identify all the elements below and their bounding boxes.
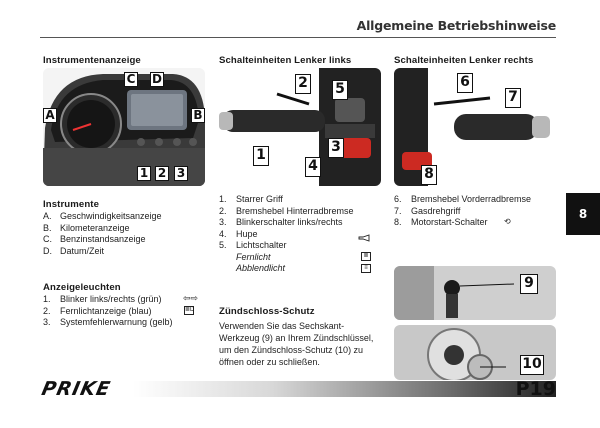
chapter-tab: 8 <box>566 193 600 235</box>
callout-2-left: 2 <box>295 74 311 94</box>
list-item: 3. Systemfehlerwarnung (gelb) <box>43 317 173 327</box>
callout-1: 1 <box>137 166 151 181</box>
list-item: 7. Gasdrehgriff <box>394 205 461 216</box>
callout-7-right: 7 <box>505 88 521 108</box>
list-item: B. Kilometeranzeige <box>43 222 130 233</box>
low-beam-switch-icon: ≡ <box>361 264 371 273</box>
zuendschloss-title: Zündschloss-Schutz <box>219 306 315 317</box>
callout-5-left: 5 <box>332 80 348 100</box>
callout-a: A <box>43 108 57 123</box>
section-title-instrument: Instrumentenanzeige <box>43 55 141 66</box>
engine-start-icon: ⟲ <box>504 217 511 226</box>
sub-item-abblendlicht: Abblendlicht <box>236 263 286 273</box>
list-item: 8. Motorstart-Schalter <box>394 217 488 227</box>
header-divider <box>40 37 556 38</box>
page-number: P19 <box>515 378 556 400</box>
high-beam-switch-icon: ≣ <box>361 252 371 261</box>
instrumente-list <box>43 211 162 257</box>
list-item: 2. Bremshebel Hinterradbremse <box>219 205 354 216</box>
list-item: 1. Blinker links/rechts (grün) <box>43 294 162 304</box>
footer-gradient-bar <box>40 381 556 397</box>
list-item: 4. Hupe <box>219 228 258 239</box>
callout-3: 3 <box>174 166 188 181</box>
list-item: A. Geschwindigkeitsanzeige <box>43 211 162 221</box>
list-item: 1. Starrer Griff <box>219 194 283 204</box>
instrumente-title: Instrumente <box>43 199 100 210</box>
sub-item-fernlicht: Fernlicht <box>236 251 271 262</box>
callout-2: 2 <box>155 166 169 181</box>
callout-3-left: 3 <box>328 138 344 158</box>
list-item: 3. Blinkerschalter links/rechts <box>219 217 343 227</box>
brand-logo: PRIKE <box>39 378 113 400</box>
zuendschloss-text: Verwenden Sie das Sechskant-Werkzeug (9) an Ihrem Zündschlüssel, um den Zündschloss-Schutz (10) zu öffnen oder zu schließen. <box>219 321 374 367</box>
section-title-left-controls: Schalteinheiten Lenker links <box>219 55 352 66</box>
callout-8-right: 8 <box>421 165 437 185</box>
callout-d: D <box>150 72 164 87</box>
callout-c: C <box>124 72 138 87</box>
right-handlebar-photo <box>394 68 556 186</box>
callout-10: 10 <box>520 355 544 375</box>
list-item: 6. Bremshebel Vorderradbremse <box>394 194 532 204</box>
high-beam-icon: ≣D <box>185 307 195 313</box>
left-controls-list <box>219 194 354 275</box>
list-item: C. Benzinstandsanzeige <box>43 234 146 244</box>
callout-6-right: 6 <box>457 73 473 93</box>
list-item: D. Datum/Zeit <box>43 245 105 256</box>
callout-4-left: 4 <box>305 157 321 177</box>
callout-9: 9 <box>520 274 538 294</box>
list-item: 5. Lichtschalter <box>219 240 287 250</box>
anzeigeleuchten-title: Anzeigeleuchten <box>43 282 121 293</box>
list-item: 2. Fernlichtanzeige (blau) <box>43 305 152 316</box>
horn-icon <box>358 229 372 237</box>
page-header-title: Allgemeine Betriebshinweise <box>356 18 556 33</box>
section-title-right-controls: Schalteinheiten Lenker rechts <box>394 55 534 66</box>
callout-b: B <box>191 108 205 123</box>
turn-signal-icon: ⇦⇨ <box>183 293 199 303</box>
anzeigeleuchten-list <box>43 294 173 329</box>
callout-1-left: 1 <box>253 146 269 166</box>
